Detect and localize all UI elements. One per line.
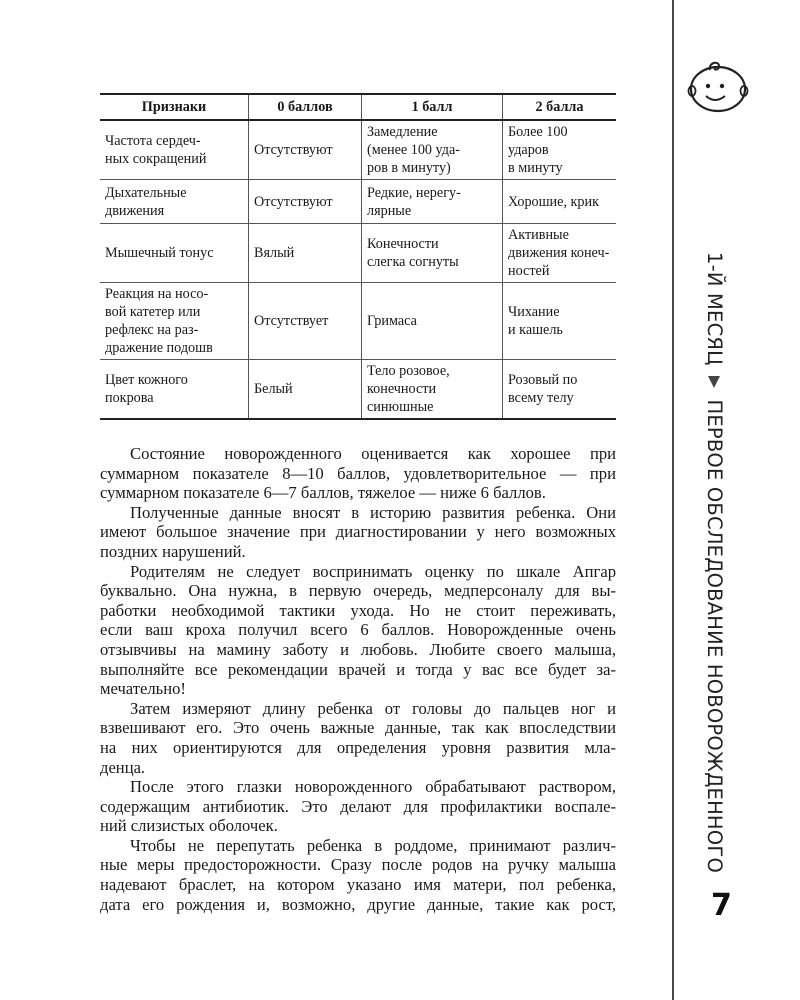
table-row: [100, 224, 616, 283]
cell-text-line: ров в минуту): [367, 160, 451, 176]
cell-text-line: Белый: [254, 381, 293, 397]
cell-text-line: Конечности: [367, 236, 439, 252]
apgar-score-table: [100, 93, 616, 420]
cell-text-line: Мышечный тонус: [105, 245, 214, 261]
cell-text-line: лярные: [367, 202, 412, 219]
cell-text-line: Тело розовое,: [367, 363, 450, 379]
text-line: надевают браслет, на котором указано имя матери, пол ребенка,: [100, 875, 616, 895]
table-row: [100, 120, 616, 180]
cell-text-line: Розовый по: [508, 372, 578, 388]
cell-text-line: Хорошие, крик: [508, 193, 600, 210]
cell-text-line: движения: [105, 202, 165, 219]
table-cell: [100, 224, 249, 283]
table-cell: [362, 360, 503, 420]
cell-text-line: слегка согнуты: [367, 254, 459, 270]
text-line: ний слизистых оболочек.: [100, 816, 278, 836]
text-line: отзывчивы на мамину заботу и любовь. Любите своего малыша,: [100, 639, 616, 659]
cell-text-line: вой катетер или: [105, 304, 201, 320]
body-text: [100, 444, 616, 914]
triangle-right-icon: [709, 376, 721, 388]
text-line: денца.: [100, 757, 146, 777]
paragraph: [100, 562, 616, 699]
section-month: 1-Й МЕСЯЦ: [703, 252, 726, 366]
table-cell: [503, 360, 617, 420]
cell-text-line: Более 100 ударов: [508, 124, 568, 158]
text-line: на них ориентируются для определения уровня развития мла-: [100, 737, 616, 757]
cell-text-line: рефлекс на раз-: [105, 322, 199, 338]
table-cell: [249, 283, 362, 360]
text-line: взвешивают его. Это очень важные данные, так как впоследствии: [100, 718, 616, 738]
section-chapter: ПЕРВОЕ ОБСЛЕДОВАНИЕ НОВОРОЖДЕННОГО: [703, 399, 726, 873]
page-number: 7: [711, 888, 732, 923]
text-line: Родителям не следует воспринимать оценку по шкале Апгар: [130, 561, 616, 581]
baby-face-icon: [686, 58, 750, 114]
paragraph: [100, 444, 616, 503]
cell-text-line: ных сокращений: [105, 151, 207, 167]
cell-text-line: и кашель: [508, 322, 563, 338]
cell-text-line: Дыхательные: [105, 184, 187, 201]
cell-text-line: покрова: [105, 390, 154, 406]
cell-text-line: Чихание: [508, 304, 560, 320]
text-line: суммарном показателе 8—10 баллов, удовлетворительное — при: [100, 463, 616, 483]
paragraph: [100, 503, 616, 562]
table-row: [100, 360, 616, 420]
table-cell: [100, 360, 249, 420]
text-line: Состояние новорожденного оценивается как хорошее при: [130, 444, 616, 463]
table-header-cell: 2 балла: [503, 94, 617, 120]
text-line: После этого глазки новорожденного обрабатывают раствором,: [130, 777, 616, 797]
table-cell: [249, 360, 362, 420]
table-header-cell: 1 балл: [362, 94, 503, 120]
cell-text-line: всему телу: [508, 390, 574, 406]
text-line: мечательно!: [100, 679, 186, 699]
cell-text-line: ностей: [508, 263, 550, 279]
paragraph: [100, 836, 616, 914]
table-header-cell: Признаки: [100, 94, 249, 120]
text-line: Полученные данные вносят в историю развития ребенка. Они: [130, 502, 616, 522]
cell-text-line: Отсутствует: [254, 313, 329, 329]
cell-text-line: синюшные: [367, 399, 434, 415]
table-cell: [362, 120, 503, 180]
table-cell: [249, 120, 362, 180]
text-line: имеют большое значение при диагностировании у него возможных: [100, 522, 616, 542]
text-line: буквально. Она нужна, в первую очередь, медперсоналу для вы-: [100, 581, 616, 601]
cell-text-line: (менее 100 уда-: [367, 142, 461, 158]
table-cell: [362, 283, 503, 360]
text-line: Затем измеряют длину ребенка от головы до пальцев ног и: [130, 698, 616, 718]
text-line: ные меры предосторожности. Сразу после родов на ручку малыша: [100, 855, 616, 875]
text-line: дата его рождения и, возможно, другие данные, такие как рост,: [100, 894, 616, 914]
table-cell: [362, 180, 503, 224]
running-section-title: [690, 252, 730, 873]
table-cell: [100, 180, 249, 224]
text-line: выполняйте все рекомендации врачей и тогда у вас все будет за-: [100, 659, 616, 679]
cell-text-line: Редкие, нерегу-: [367, 184, 461, 201]
text-line: суммарном показателе 6—7 баллов, тяжелое — ниже 6 баллов.: [100, 483, 546, 503]
cell-text-line: Отсутствуют: [254, 193, 333, 210]
table-cell: [503, 180, 617, 224]
text-line: работки необходимой тактики ухода. Но не стоит переживать,: [100, 600, 616, 620]
sidebar-divider: [672, 0, 674, 1000]
text-line: если ваш кроха получил всего 6 баллов. Новорожденные очень: [100, 620, 616, 640]
cell-text-line: Активные: [508, 227, 569, 243]
table-cell: [100, 283, 249, 360]
text-line: содержащим антибиотик. Это делают для профилактики воспале-: [100, 796, 616, 816]
table-row: [100, 283, 616, 360]
table-cell: [249, 180, 362, 224]
cell-text-line: Вялый: [254, 245, 295, 261]
cell-text-line: в минуту: [508, 160, 563, 176]
paragraph: [100, 777, 616, 836]
table-row: [100, 180, 616, 224]
table-header-cell: 0 баллов: [249, 94, 362, 120]
table-cell: [503, 283, 617, 360]
cell-text-line: конечности: [367, 381, 437, 397]
cell-text-line: движения конеч-: [508, 245, 610, 261]
table-cell: [249, 224, 362, 283]
cell-text-line: Гримаса: [367, 313, 417, 329]
cell-text-line: Частота сердеч-: [105, 133, 201, 149]
cell-text-line: Цвет кожного: [105, 372, 188, 388]
table-cell: [503, 120, 617, 180]
text-line: Чтобы не перепутать ребенка в роддоме, принимают различ-: [130, 835, 616, 855]
cell-text-line: Замедление: [367, 124, 438, 140]
table-cell: [503, 224, 617, 283]
table-cell: [100, 120, 249, 180]
table-cell: [362, 224, 503, 283]
table-body: [100, 120, 616, 419]
text-line: поздних нарушений.: [100, 541, 246, 561]
paragraph: [100, 699, 616, 777]
table-header-row: [100, 94, 616, 120]
cell-text-line: дражение подошв: [105, 340, 213, 356]
cell-text-line: Реакция на носо-: [105, 286, 209, 302]
cell-text-line: Отсутствуют: [254, 142, 333, 158]
